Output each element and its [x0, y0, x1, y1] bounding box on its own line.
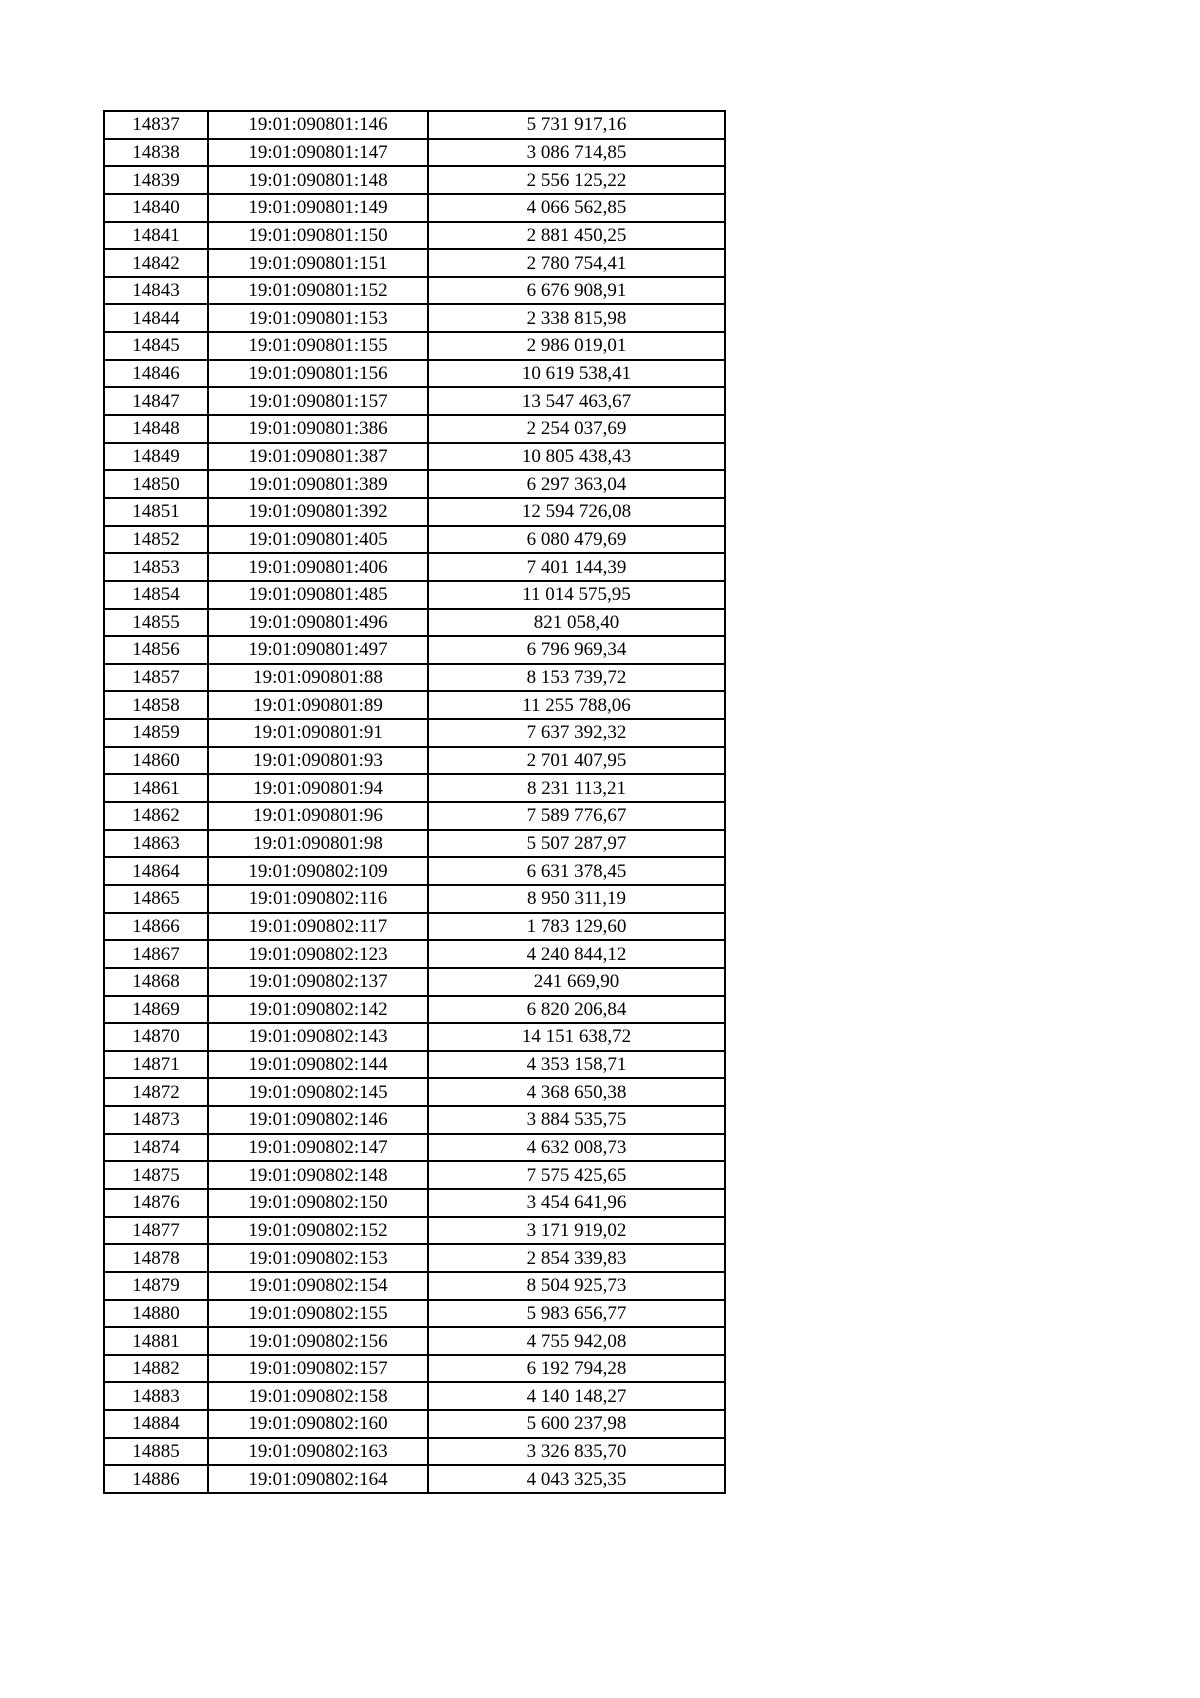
cadastral-value-table [103, 110, 726, 1494]
table-row [104, 940, 725, 968]
table-row [104, 691, 725, 719]
row-number-cell: 14861 [104, 774, 208, 802]
row-number-cell: 14842 [104, 249, 208, 277]
table-row [104, 387, 725, 415]
row-number-cell: 14883 [104, 1382, 208, 1410]
cadastral-number-cell: 19:01:090802:116 [208, 885, 428, 913]
table-row [104, 996, 725, 1024]
cadastral-number-cell: 19:01:090802:154 [208, 1272, 428, 1300]
table-row [104, 747, 725, 775]
row-number-cell: 14879 [104, 1272, 208, 1300]
row-number-cell: 14872 [104, 1078, 208, 1106]
cadastral-number-cell: 19:01:090802:142 [208, 996, 428, 1024]
row-number-cell: 14854 [104, 581, 208, 609]
row-number-cell: 14839 [104, 166, 208, 194]
table-row [104, 277, 725, 305]
row-number-cell: 14885 [104, 1438, 208, 1466]
table-row [104, 830, 725, 858]
value-cell: 2 854 339,83 [428, 1244, 725, 1272]
row-number-cell: 14864 [104, 857, 208, 885]
table-row [104, 1106, 725, 1134]
cadastral-number-cell: 19:01:090801:389 [208, 470, 428, 498]
cadastral-number-cell: 19:01:090801:497 [208, 636, 428, 664]
cadastral-number-cell: 19:01:090802:123 [208, 940, 428, 968]
table-row [104, 968, 725, 996]
value-cell: 8 231 113,21 [428, 774, 725, 802]
row-number-cell: 14855 [104, 609, 208, 637]
table-row [104, 719, 725, 747]
cadastral-number-cell: 19:01:090801:148 [208, 166, 428, 194]
value-cell: 7 401 144,39 [428, 553, 725, 581]
table-row [104, 470, 725, 498]
table-row [104, 1438, 725, 1466]
value-cell: 6 796 969,34 [428, 636, 725, 664]
row-number-cell: 14838 [104, 139, 208, 167]
value-cell: 3 884 535,75 [428, 1106, 725, 1134]
table-row [104, 166, 725, 194]
value-cell: 11 014 575,95 [428, 581, 725, 609]
cadastral-number-cell: 19:01:090802:158 [208, 1382, 428, 1410]
table-row [104, 1051, 725, 1079]
row-number-cell: 14857 [104, 664, 208, 692]
value-cell: 8 950 311,19 [428, 885, 725, 913]
table-row [104, 1272, 725, 1300]
table-row [104, 609, 725, 637]
value-cell: 6 297 363,04 [428, 470, 725, 498]
row-number-cell: 14858 [104, 691, 208, 719]
row-number-cell: 14874 [104, 1134, 208, 1162]
row-number-cell: 14878 [104, 1244, 208, 1272]
row-number-cell: 14852 [104, 526, 208, 554]
value-cell: 6 080 479,69 [428, 526, 725, 554]
cadastral-number-cell: 19:01:090801:88 [208, 664, 428, 692]
cadastral-number-cell: 19:01:090801:152 [208, 277, 428, 305]
table-row [104, 526, 725, 554]
value-cell: 3 454 641,96 [428, 1189, 725, 1217]
row-number-cell: 14840 [104, 194, 208, 222]
table-row [104, 1244, 725, 1272]
cadastral-number-cell: 19:01:090801:405 [208, 526, 428, 554]
value-cell: 2 701 407,95 [428, 747, 725, 775]
value-cell: 5 507 287,97 [428, 830, 725, 858]
table-row [104, 857, 725, 885]
cadastral-number-cell: 19:01:090802:143 [208, 1023, 428, 1051]
value-cell: 2 338 815,98 [428, 304, 725, 332]
cadastral-number-cell: 19:01:090802:137 [208, 968, 428, 996]
cadastral-number-cell: 19:01:090801:406 [208, 553, 428, 581]
table-row [104, 1355, 725, 1383]
value-cell: 4 066 562,85 [428, 194, 725, 222]
row-number-cell: 14876 [104, 1189, 208, 1217]
value-cell: 7 589 776,67 [428, 802, 725, 830]
table-row [104, 1410, 725, 1438]
cadastral-number-cell: 19:01:090801:98 [208, 830, 428, 858]
value-cell: 4 632 008,73 [428, 1134, 725, 1162]
value-cell: 10 619 538,41 [428, 360, 725, 388]
row-number-cell: 14867 [104, 940, 208, 968]
cadastral-number-cell: 19:01:090801:157 [208, 387, 428, 415]
table-row [104, 1327, 725, 1355]
table-row [104, 774, 725, 802]
cadastral-number-cell: 19:01:090802:152 [208, 1217, 428, 1245]
value-cell: 4 140 148,27 [428, 1382, 725, 1410]
value-cell: 10 805 438,43 [428, 443, 725, 471]
row-number-cell: 14837 [104, 111, 208, 139]
row-number-cell: 14846 [104, 360, 208, 388]
row-number-cell: 14843 [104, 277, 208, 305]
value-cell: 7 575 425,65 [428, 1161, 725, 1189]
table-row [104, 636, 725, 664]
table-row [104, 1134, 725, 1162]
value-cell: 6 820 206,84 [428, 996, 725, 1024]
row-number-cell: 14856 [104, 636, 208, 664]
row-number-cell: 14870 [104, 1023, 208, 1051]
value-cell: 2 881 450,25 [428, 222, 725, 250]
row-number-cell: 14841 [104, 222, 208, 250]
table-row [104, 498, 725, 526]
value-cell: 5 983 656,77 [428, 1300, 725, 1328]
table-row [104, 1217, 725, 1245]
cadastral-number-cell: 19:01:090801:155 [208, 332, 428, 360]
table-row [104, 304, 725, 332]
row-number-cell: 14884 [104, 1410, 208, 1438]
row-number-cell: 14877 [104, 1217, 208, 1245]
cadastral-number-cell: 19:01:090802:150 [208, 1189, 428, 1217]
value-cell: 3 086 714,85 [428, 139, 725, 167]
table-row [104, 443, 725, 471]
row-number-cell: 14847 [104, 387, 208, 415]
value-cell: 6 631 378,45 [428, 857, 725, 885]
table-row [104, 802, 725, 830]
cadastral-number-cell: 19:01:090802:156 [208, 1327, 428, 1355]
table-row [104, 111, 725, 139]
value-cell: 6 676 908,91 [428, 277, 725, 305]
row-number-cell: 14850 [104, 470, 208, 498]
value-cell: 6 192 794,28 [428, 1355, 725, 1383]
table-row [104, 194, 725, 222]
row-number-cell: 14875 [104, 1161, 208, 1189]
cadastral-number-cell: 19:01:090802:155 [208, 1300, 428, 1328]
table-row [104, 1300, 725, 1328]
table-body [104, 111, 725, 1493]
value-cell: 2 254 037,69 [428, 415, 725, 443]
row-number-cell: 14882 [104, 1355, 208, 1383]
cadastral-number-cell: 19:01:090801:89 [208, 691, 428, 719]
table-row [104, 1465, 725, 1493]
cadastral-number-cell: 19:01:090802:117 [208, 913, 428, 941]
cadastral-number-cell: 19:01:090801:151 [208, 249, 428, 277]
value-cell: 5 731 917,16 [428, 111, 725, 139]
value-cell: 2 556 125,22 [428, 166, 725, 194]
value-cell: 12 594 726,08 [428, 498, 725, 526]
value-cell: 5 600 237,98 [428, 1410, 725, 1438]
table-row [104, 332, 725, 360]
value-cell: 4 240 844,12 [428, 940, 725, 968]
value-cell: 2 780 754,41 [428, 249, 725, 277]
cadastral-number-cell: 19:01:090801:392 [208, 498, 428, 526]
table-row [104, 249, 725, 277]
cadastral-number-cell: 19:01:090802:163 [208, 1438, 428, 1466]
cadastral-number-cell: 19:01:090801:149 [208, 194, 428, 222]
value-cell: 14 151 638,72 [428, 1023, 725, 1051]
value-cell: 8 153 739,72 [428, 664, 725, 692]
table-row [104, 139, 725, 167]
row-number-cell: 14880 [104, 1300, 208, 1328]
cadastral-number-cell: 19:01:090802:109 [208, 857, 428, 885]
cadastral-number-cell: 19:01:090801:91 [208, 719, 428, 747]
table-row [104, 1161, 725, 1189]
value-cell: 11 255 788,06 [428, 691, 725, 719]
cadastral-number-cell: 19:01:090802:157 [208, 1355, 428, 1383]
cadastral-number-cell: 19:01:090801:485 [208, 581, 428, 609]
row-number-cell: 14869 [104, 996, 208, 1024]
cadastral-number-cell: 19:01:090801:386 [208, 415, 428, 443]
value-cell: 4 043 325,35 [428, 1465, 725, 1493]
cadastral-number-cell: 19:01:090802:160 [208, 1410, 428, 1438]
cadastral-number-cell: 19:01:090802:164 [208, 1465, 428, 1493]
row-number-cell: 14862 [104, 802, 208, 830]
row-number-cell: 14863 [104, 830, 208, 858]
table-row [104, 553, 725, 581]
cadastral-number-cell: 19:01:090802:146 [208, 1106, 428, 1134]
value-cell: 821 058,40 [428, 609, 725, 637]
cadastral-number-cell: 19:01:090801:150 [208, 222, 428, 250]
cadastral-number-cell: 19:01:090802:153 [208, 1244, 428, 1272]
value-cell: 4 368 650,38 [428, 1078, 725, 1106]
table-row [104, 913, 725, 941]
table-row [104, 664, 725, 692]
table-row [104, 885, 725, 913]
cadastral-number-cell: 19:01:090801:387 [208, 443, 428, 471]
value-cell: 13 547 463,67 [428, 387, 725, 415]
cadastral-number-cell: 19:01:090801:147 [208, 139, 428, 167]
row-number-cell: 14849 [104, 443, 208, 471]
row-number-cell: 14853 [104, 553, 208, 581]
cadastral-number-cell: 19:01:090801:93 [208, 747, 428, 775]
cadastral-number-cell: 19:01:090801:156 [208, 360, 428, 388]
row-number-cell: 14865 [104, 885, 208, 913]
cadastral-number-cell: 19:01:090802:144 [208, 1051, 428, 1079]
cadastral-number-cell: 19:01:090801:146 [208, 111, 428, 139]
row-number-cell: 14868 [104, 968, 208, 996]
table-row [104, 1023, 725, 1051]
row-number-cell: 14851 [104, 498, 208, 526]
cadastral-number-cell: 19:01:090801:96 [208, 802, 428, 830]
cadastral-number-cell: 19:01:090802:147 [208, 1134, 428, 1162]
cadastral-number-cell: 19:01:090802:145 [208, 1078, 428, 1106]
row-number-cell: 14859 [104, 719, 208, 747]
table-row [104, 1078, 725, 1106]
cadastral-number-cell: 19:01:090802:148 [208, 1161, 428, 1189]
cadastral-number-cell: 19:01:090801:153 [208, 304, 428, 332]
cadastral-number-cell: 19:01:090801:94 [208, 774, 428, 802]
row-number-cell: 14844 [104, 304, 208, 332]
value-cell: 7 637 392,32 [428, 719, 725, 747]
value-cell: 3 326 835,70 [428, 1438, 725, 1466]
value-cell: 1 783 129,60 [428, 913, 725, 941]
row-number-cell: 14871 [104, 1051, 208, 1079]
value-cell: 3 171 919,02 [428, 1217, 725, 1245]
row-number-cell: 14860 [104, 747, 208, 775]
cadastral-number-cell: 19:01:090801:496 [208, 609, 428, 637]
table-row [104, 415, 725, 443]
value-cell: 2 986 019,01 [428, 332, 725, 360]
table-row [104, 360, 725, 388]
table-row [104, 1382, 725, 1410]
value-cell: 8 504 925,73 [428, 1272, 725, 1300]
table-row [104, 1189, 725, 1217]
row-number-cell: 14881 [104, 1327, 208, 1355]
row-number-cell: 14845 [104, 332, 208, 360]
row-number-cell: 14866 [104, 913, 208, 941]
row-number-cell: 14886 [104, 1465, 208, 1493]
value-cell: 241 669,90 [428, 968, 725, 996]
table-row [104, 581, 725, 609]
row-number-cell: 14873 [104, 1106, 208, 1134]
value-cell: 4 353 158,71 [428, 1051, 725, 1079]
value-cell: 4 755 942,08 [428, 1327, 725, 1355]
table-row [104, 222, 725, 250]
row-number-cell: 14848 [104, 415, 208, 443]
